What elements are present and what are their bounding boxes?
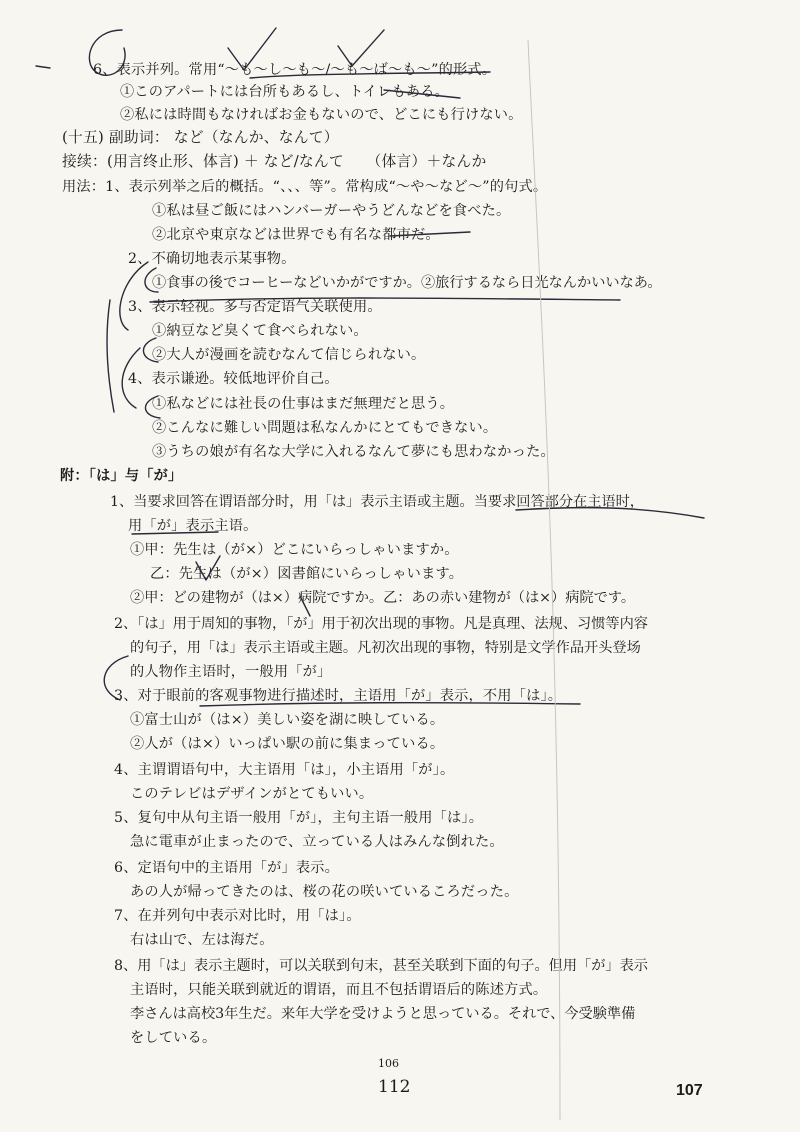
text-line: をしている。 bbox=[130, 1030, 217, 1046]
page-number-small: 106 bbox=[378, 1057, 399, 1070]
text-line: ②私には時間もなければお金もないので、どこにも行けない。 bbox=[120, 107, 523, 123]
text-line: ①食事の後でコーヒーなどいかがですか。②旅行するなら日光なんかいいなあ。 bbox=[152, 275, 662, 291]
text-line: ①富士山が（は×）美しい姿を湖に映している。 bbox=[130, 712, 445, 728]
text-line: 2、不确切地表示某事物。 bbox=[128, 251, 296, 267]
text-line: 的句子，用「は」表示主语或主题。凡初次出现的事物，特别是文学作品开头登场 bbox=[130, 640, 641, 656]
text-line: ①このアパートには台所もあるし、トイレもある。 bbox=[120, 84, 450, 100]
pen-bracket-mark bbox=[120, 262, 148, 330]
text-line: ②人が（は×）いっぱい駅の前に集まっている。 bbox=[130, 736, 445, 752]
text-line: ①私は昼ご飯にはハンバーガーやうどんなどを食べた。 bbox=[152, 203, 511, 219]
pen-bracket-mark bbox=[107, 300, 114, 412]
text-line: 7、在并列句中表示对比时，用「は」。 bbox=[114, 908, 361, 924]
text-line: 4、表示谦逊。较低地评价自己。 bbox=[128, 371, 339, 387]
text-line: 的人物作主语时，一般用「が」 bbox=[130, 664, 332, 680]
text-line: ②大人が漫画を読むなんて信じられない。 bbox=[152, 347, 426, 363]
text-line: ②北京や東京などは世界でも有名な都市だ。 bbox=[152, 227, 440, 243]
text-line: 3、对于眼前的客观事物进行描述时，主语用「が」表示，不用「は」。 bbox=[114, 688, 563, 704]
text-line: 4、主谓谓语句中，大主语用「は」，小主语用「が」。 bbox=[114, 762, 455, 778]
text-line: ①私などには社長の仕事はまだ無理だと思う。 bbox=[152, 396, 455, 412]
text-line: 1、当要求回答在谓语部分时，用「は」表示主语或主题。当要求回答部分在主语时， bbox=[110, 494, 644, 510]
text-line: 附：「は」与「が」 bbox=[60, 468, 183, 484]
text-line: このテレビはデザインがとてもいい。 bbox=[130, 786, 374, 802]
page-number-middle: 112 bbox=[378, 1077, 411, 1097]
text-line: 用法：1、表示列举之后的概括。“、、、等”。常构成“～や～など～”的句式。 bbox=[62, 179, 548, 195]
text-line: 乙：先生は（が×）図書館にいらっしゃいます。 bbox=[150, 566, 464, 582]
text-line: 接续：(用言终止形、体言) ＋ など/なんて （体言）＋なんか bbox=[62, 153, 487, 170]
text-line: ①納豆など臭くて食べられない。 bbox=[152, 323, 368, 339]
text-line: ②甲：どの建物が（は×）病院ですか。乙：あの赤い建物が（は×）病院です。 bbox=[130, 590, 636, 606]
text-line: 用「が」表示主语。 bbox=[128, 518, 258, 534]
text-line: 6、定语句中的主语用「が」表示。 bbox=[114, 860, 340, 876]
text-line: (十五) 副助词： など（なんか、なんて） bbox=[62, 129, 339, 146]
text-line: 主语时，只能关联到就近的谓语，而且不包括谓语后的陈述方式。 bbox=[130, 982, 548, 998]
text-line: 5、复句中从句主语一般用「が」，主句主语一般用「は」。 bbox=[114, 810, 484, 826]
text-line: あの人が帰ってきたのは、桜の花の咲いているころだった。 bbox=[130, 884, 519, 900]
text-line: 3、表示轻视。多与否定语气关联使用。 bbox=[128, 299, 382, 315]
text-line: 8、用「は」表示主题时，可以关联到句末，甚至关联到下面的句子。但用「が」表示 bbox=[114, 958, 648, 974]
text-line: ①甲：先生は（が×）どこにいらっしゃいますか。 bbox=[130, 542, 459, 558]
page-number-bold: 107 bbox=[676, 1082, 703, 1099]
text-line: 急に電車が止まったので、立っている人はみんな倒れた。 bbox=[130, 834, 504, 850]
text-line: 右は山で、左は海だ。 bbox=[130, 932, 274, 948]
text-line: 李さんは高校3年生だ。来年大学を受けようと思っている。それで、今受験準備 bbox=[130, 1006, 636, 1022]
text-line: ③うちの娘が有名な大学に入れるなんて夢にも思わなかった。 bbox=[152, 444, 555, 460]
pen-dash-mark bbox=[36, 66, 50, 68]
text-line: ②こんなに難しい問題は私なんかにとてもできない。 bbox=[152, 420, 498, 436]
text-line: 2、「は」用于周知的事物，「が」用于初次出现的事物。凡是真理、法规、习惯等内容 bbox=[114, 616, 648, 632]
text-line: 6、表示并列。常用“～も～し～も～/～も～ば～も～”的形式。 bbox=[93, 62, 497, 78]
